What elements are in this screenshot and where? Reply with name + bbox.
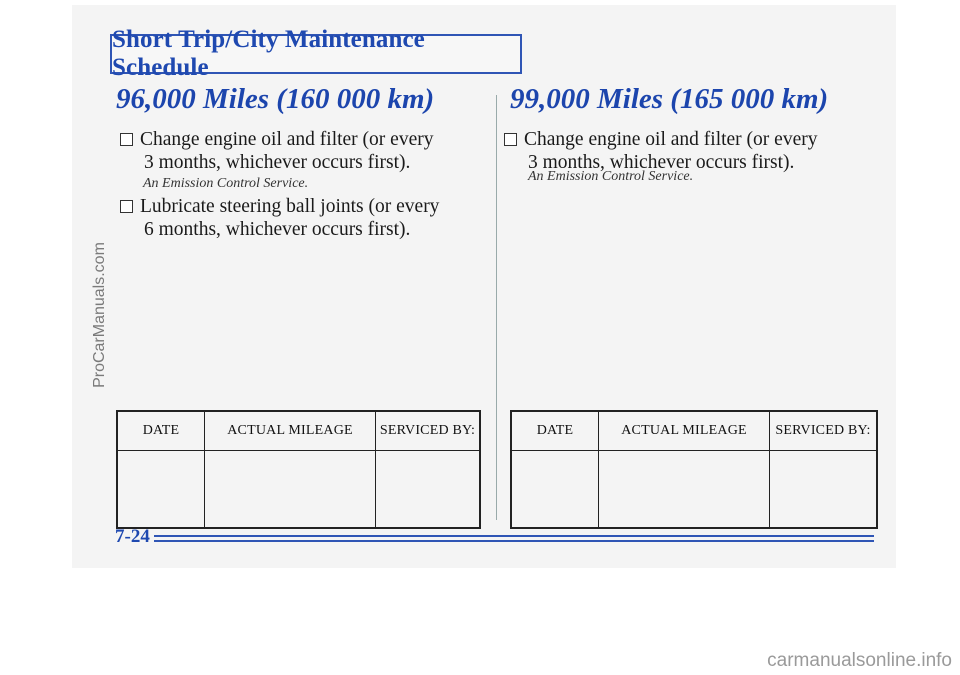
page-number: 7-24: [115, 526, 150, 547]
footer-rule-bottom: [154, 540, 874, 542]
date-column-header: DATE: [511, 411, 599, 451]
date-cell[interactable]: [117, 451, 205, 529]
checkbox-icon[interactable]: [120, 200, 133, 213]
right-item-oil-change: [504, 128, 817, 174]
item-text-line1: Change engine oil and filter (or every: [140, 129, 434, 150]
mileage-cell[interactable]: [205, 451, 376, 529]
mileage-column-header: ACTUAL MILEAGE: [599, 411, 770, 451]
date-cell[interactable]: [511, 451, 599, 529]
item-text-line2: 3 months, whichever occurs first).: [528, 152, 795, 173]
right-service-log-table: [510, 410, 878, 529]
left-emission-note: An Emission Control Service.: [143, 176, 309, 191]
table-row: [117, 451, 480, 529]
serviced-by-cell[interactable]: [376, 451, 481, 529]
right-mileage-heading: 99,000 Miles (165 000 km): [510, 83, 829, 115]
item-text-line1: Lubricate steering ball joints (or every: [140, 196, 440, 217]
footer-rule-top: [154, 535, 874, 537]
table-row: [511, 451, 877, 529]
left-service-log-table: [116, 410, 481, 529]
serviced-by-column-header: SERVICED BY:: [770, 411, 878, 451]
date-column-header: DATE: [117, 411, 205, 451]
column-divider: [496, 95, 497, 520]
section-title: Short Trip/City Maintenance Schedule: [112, 26, 425, 81]
checkbox-icon[interactable]: [504, 133, 517, 146]
item-text-line2: 3 months, whichever occurs first).: [144, 152, 411, 173]
table-header-row: [117, 411, 480, 451]
item-text-line2: 6 months, whichever occurs first).: [144, 219, 411, 240]
item-text-line1: Change engine oil and filter (or every: [524, 129, 818, 150]
left-item-ball-joints: [120, 195, 439, 241]
side-watermark: ProCarManuals.com: [91, 242, 108, 388]
serviced-by-cell[interactable]: [770, 451, 878, 529]
checkbox-icon[interactable]: [120, 133, 133, 146]
table-header-row: [511, 411, 877, 451]
mileage-cell[interactable]: [599, 451, 770, 529]
right-emission-note: An Emission Control Service.: [528, 169, 694, 184]
serviced-by-column-header: SERVICED BY:: [376, 411, 481, 451]
footer-watermark: carmanualsonline.info: [767, 650, 952, 671]
manual-page: [72, 5, 896, 568]
left-mileage-heading: 96,000 Miles (160 000 km): [116, 83, 435, 115]
section-banner: [110, 26, 522, 81]
mileage-column-header: ACTUAL MILEAGE: [205, 411, 376, 451]
left-item-oil-change: [120, 128, 433, 174]
